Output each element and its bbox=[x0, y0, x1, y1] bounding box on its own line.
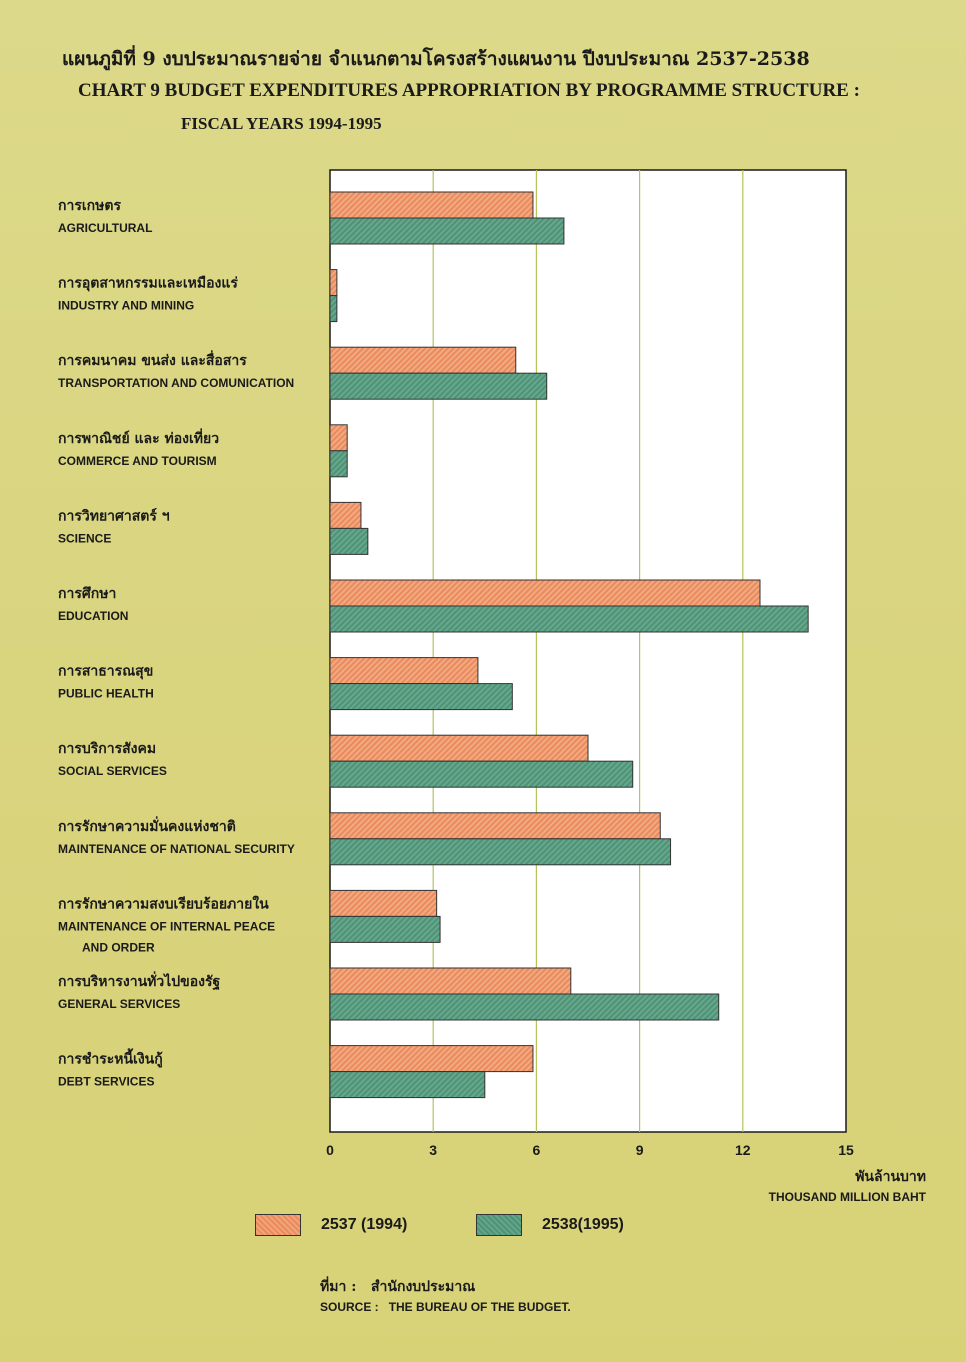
category-label-thai: การบริการสังคม bbox=[58, 741, 157, 758]
category-label-thai: การคมนาคม ขนส่ง และสื่อสาร bbox=[58, 353, 247, 370]
x-tick-label: 6 bbox=[532, 1142, 541, 1158]
bar-1995 bbox=[330, 451, 347, 477]
category-label-english: TRANSPORTATION AND COMUNICATION bbox=[58, 376, 295, 391]
chart-title-thai: แผนภูมิที่ 9 งบประมาณรายจ่าย จำแนกตามโครงสร้างแผนงาน ปีงบประมาณ 2537-2538 bbox=[62, 48, 810, 70]
category-label-english: AGRICULTURAL bbox=[58, 221, 153, 235]
category-label-thai: การวิทยาศาสตร์ ฯ bbox=[58, 508, 170, 525]
bar-1994 bbox=[330, 968, 571, 994]
x-tick-label: 12 bbox=[735, 1142, 751, 1158]
category-label-thai: การบริหารงานทั่วไปของรัฐ bbox=[58, 974, 221, 990]
category-label-thai: การสาธารณสุข bbox=[58, 663, 154, 680]
category-label-thai: การรักษาความสงบเรียบร้อยภายใน bbox=[58, 896, 269, 913]
bar-1994 bbox=[330, 347, 516, 373]
legend-item-1995 bbox=[476, 1214, 624, 1236]
legend-swatch-1995 bbox=[476, 1214, 522, 1236]
legend-swatch-1994 bbox=[255, 1214, 301, 1236]
category-label-english: SOCIAL SERVICES bbox=[58, 764, 167, 779]
unit-label-english: THOUSAND MILLION BAHT bbox=[768, 1190, 926, 1204]
bar-1995 bbox=[330, 684, 512, 710]
category-label-english: PUBLIC HEALTH bbox=[58, 686, 154, 701]
x-tick-label: 0 bbox=[326, 1142, 334, 1158]
bar-1994 bbox=[330, 890, 437, 916]
bar-1995 bbox=[330, 994, 719, 1020]
category-label-english: COMMERCE AND TOURISM bbox=[58, 453, 217, 468]
chart-subtitle-english: FISCAL YEARS 1994-1995 bbox=[181, 114, 382, 133]
bar-1994 bbox=[330, 425, 347, 451]
category-label-english: GENERAL SERVICES bbox=[58, 997, 181, 1011]
chart-title-english: CHART 9 BUDGET EXPENDITURES APPROPRIATION BY PROGRAMME STRUCTURE : bbox=[78, 80, 860, 101]
bar-1995 bbox=[330, 296, 337, 322]
bar-1995 bbox=[330, 839, 671, 865]
bar-1994 bbox=[330, 502, 361, 528]
legend-label-1995: 2538(1995) bbox=[542, 1216, 624, 1233]
category-label-english: DEBT SERVICES bbox=[58, 1074, 155, 1089]
legend-label-1994: 2537 (1994) bbox=[321, 1216, 408, 1233]
source-value-english: THE BUREAU OF THE BUDGET. bbox=[388, 1300, 571, 1314]
bar-1994 bbox=[330, 813, 660, 839]
source-label-english: SOURCE : bbox=[320, 1300, 379, 1314]
x-tick-label: 9 bbox=[635, 1142, 644, 1158]
bar-1994 bbox=[330, 580, 760, 606]
category-label-thai: การรักษาความมั่นคงแห่งชาติ bbox=[58, 818, 236, 835]
category-label-thai: การศึกษา bbox=[58, 586, 117, 602]
bar-1995 bbox=[330, 606, 808, 632]
unit-label-thai: พันล้านบาท bbox=[855, 1169, 926, 1185]
legend-item-1994 bbox=[255, 1214, 407, 1236]
category-label-english: AND ORDER bbox=[82, 940, 155, 955]
bar-1995 bbox=[330, 218, 564, 244]
x-tick-label: 3 bbox=[429, 1142, 438, 1158]
bar-1995 bbox=[330, 528, 368, 554]
category-label-thai: การพาณิชย์ และ ท่องเที่ยว bbox=[58, 430, 220, 447]
category-label-english: EDUCATION bbox=[58, 609, 129, 623]
category-label-english: MAINTENANCE OF NATIONAL SECURITY bbox=[58, 841, 295, 856]
bar-1994 bbox=[330, 270, 337, 296]
x-tick-label: 15 bbox=[838, 1142, 854, 1158]
category-label-thai: การชำระหนี้เงินกู้ bbox=[58, 1051, 163, 1068]
bar-1995 bbox=[330, 761, 633, 787]
category-label-english: MAINTENANCE OF INTERNAL PEACE bbox=[58, 919, 276, 934]
bar-1994 bbox=[330, 1046, 533, 1072]
bar-1994 bbox=[330, 658, 478, 684]
bar-1995 bbox=[330, 373, 547, 399]
bar-1995 bbox=[330, 916, 440, 942]
bar-1995 bbox=[330, 1072, 485, 1098]
bar-1994 bbox=[330, 735, 588, 761]
category-label-thai: การอุตสาหกรรมและเหมืองแร่ bbox=[58, 275, 238, 292]
source-value-thai: สำนักงบประมาณ bbox=[371, 1279, 476, 1295]
category-label-english: SCIENCE bbox=[58, 531, 112, 546]
category-label-english: INDUSTRY AND MINING bbox=[58, 298, 195, 313]
bar-1994 bbox=[330, 192, 533, 218]
source-label-thai: ที่มา : bbox=[320, 1279, 357, 1295]
category-label-thai: การเกษตร bbox=[58, 198, 121, 214]
source-english bbox=[320, 1300, 571, 1314]
source-thai bbox=[320, 1276, 475, 1298]
